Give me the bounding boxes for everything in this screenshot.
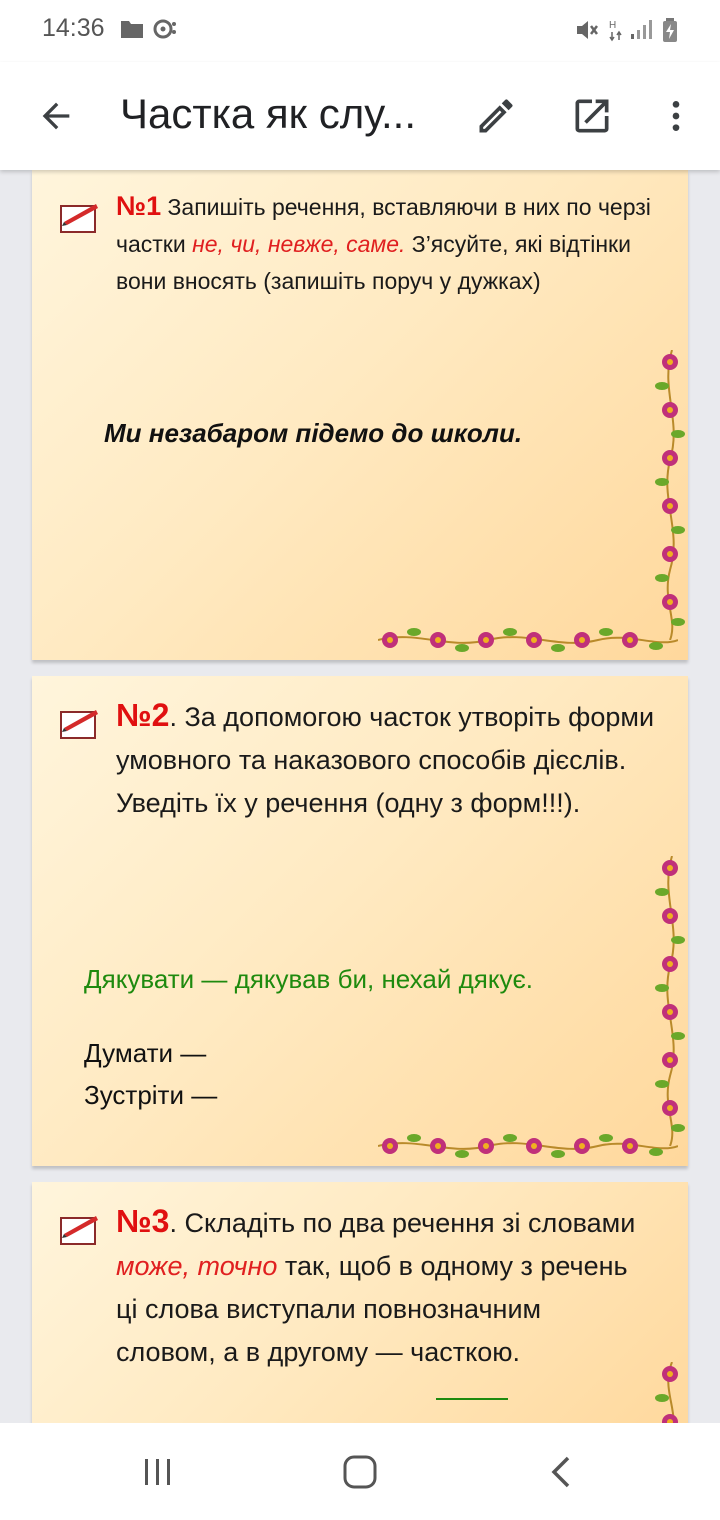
system-nav-bar <box>0 1423 720 1520</box>
mute-icon <box>575 18 601 42</box>
task-number: №1 <box>116 191 162 221</box>
task-instruction-end: З’ясуйте, які відтінки вони вносять (запишіть поруч у дужках) <box>116 231 631 294</box>
edit-button[interactable] <box>468 88 524 144</box>
svg-text:H: H <box>609 20 617 31</box>
status-bar <box>0 0 720 62</box>
document-title: Частка як слу... <box>120 90 417 137</box>
example-answer: Дякувати — дякував би, нехай дякує. <box>84 964 534 994</box>
slide-2 <box>32 676 688 1166</box>
task-instruction-end: так, щоб в одному з речень ці слова виступали повнозначним словом, а в другому — часткою. <box>116 1251 628 1367</box>
arrow-left-icon <box>36 96 76 136</box>
words-highlight: може, точно <box>116 1251 278 1281</box>
pencil-notebook-icon <box>58 700 100 742</box>
floral-border-right <box>652 1362 686 1423</box>
exercise-line-1: Думати — <box>84 1038 207 1068</box>
slide-3 <box>32 1182 688 1423</box>
task-number: №3 <box>116 1203 170 1239</box>
more-options-button[interactable] <box>648 88 704 144</box>
example-sentence: Ми незабаром підемо до школи. <box>104 418 523 448</box>
exercise-line-2: Зустріти — <box>84 1080 218 1110</box>
task-number: №2 <box>116 697 170 733</box>
task-instruction: . За допомогою часток утворіть форми умовного та наказового способів дієслів. Уведіть їх у речення (одну з форм!!!). <box>116 702 655 818</box>
pencil-notebook-icon <box>58 194 100 236</box>
app-bar <box>0 62 720 170</box>
task-instruction: Запишіть речення, вставляючи в них по черзі частки <box>116 194 651 257</box>
network-h-icon <box>607 18 625 42</box>
floral-border-bottom <box>378 622 678 656</box>
floral-border-right <box>652 856 686 1146</box>
pencil-icon <box>474 94 518 138</box>
task-instruction: . Складіть по два речення зі словами <box>169 1208 636 1238</box>
open-external-button[interactable] <box>564 88 620 144</box>
task-2-text <box>116 694 656 825</box>
slide-1 <box>32 170 688 660</box>
media-icon <box>153 18 177 40</box>
back-nav-button[interactable] <box>532 1447 592 1497</box>
status-time: 14:36 <box>42 14 105 42</box>
home-icon <box>342 1454 378 1490</box>
floral-border-bottom <box>378 1128 678 1162</box>
back-icon <box>546 1454 578 1490</box>
slides-viewport[interactable] <box>0 170 720 1423</box>
folder-icon <box>120 18 144 40</box>
home-button[interactable] <box>330 1447 390 1497</box>
task-1-text <box>116 188 656 300</box>
task-3-text <box>116 1200 646 1374</box>
pencil-notebook-icon <box>58 1206 100 1248</box>
recent-apps-button[interactable] <box>128 1447 188 1497</box>
more-vert-icon <box>656 96 696 136</box>
answer-underline <box>436 1398 508 1400</box>
battery-charging-icon <box>662 18 678 42</box>
signal-icon <box>630 18 652 40</box>
recent-apps-icon <box>141 1455 175 1489</box>
floral-border-right <box>652 350 686 640</box>
particles-highlight: не, чи, невже, саме. <box>192 231 406 257</box>
back-button[interactable] <box>28 88 84 144</box>
open-in-new-icon <box>570 94 614 138</box>
